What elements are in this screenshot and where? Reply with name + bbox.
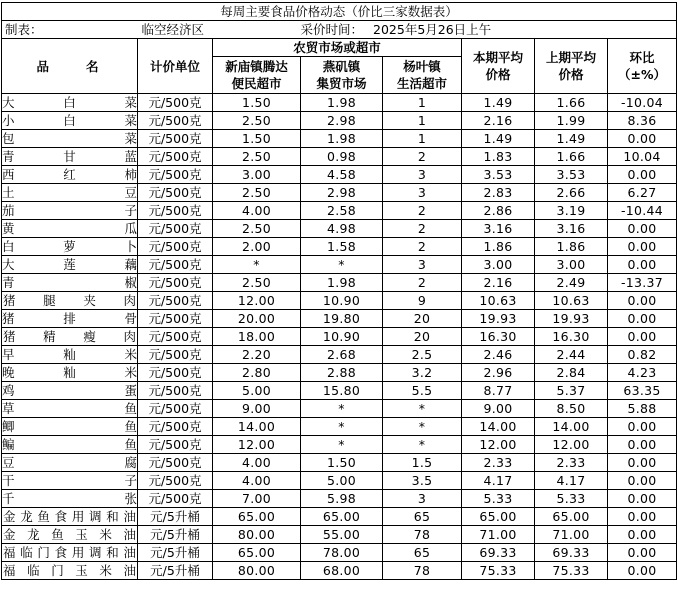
price-yangye: 2 <box>383 220 462 238</box>
price-xinmiao: 4.00 <box>213 202 301 220</box>
current-average: 14.00 <box>462 418 535 436</box>
price-unit: 元/500克 <box>138 166 213 184</box>
price-yanji: 2.98 <box>301 112 383 130</box>
maker-value: 临空经济区 <box>138 21 301 39</box>
price-yanji: 1.98 <box>301 130 383 148</box>
product-name: 黄瓜 <box>2 221 137 236</box>
price-xinmiao: 65.00 <box>213 544 301 562</box>
product-name: 青甘蓝 <box>2 149 137 164</box>
table-row <box>2 184 677 202</box>
product-name: 包菜 <box>2 131 137 146</box>
price-yanji: 5.00 <box>301 472 383 490</box>
price-yanji: 1.98 <box>301 94 383 112</box>
price-yanji: 4.58 <box>301 166 383 184</box>
previous-average: 10.63 <box>535 292 608 310</box>
collection-time-value: 2025年5月26日上午 <box>373 22 492 37</box>
product-name: 白萝卜 <box>2 239 137 254</box>
table-row <box>2 148 677 166</box>
current-average: 1.83 <box>462 148 535 166</box>
price-yangye: 2 <box>383 148 462 166</box>
product-name: 大莲藕 <box>2 257 137 272</box>
table-row <box>2 436 677 454</box>
product-name: 鲫鱼 <box>2 419 137 434</box>
product-name: 干子 <box>2 473 137 488</box>
product-name: 茄子 <box>2 203 137 218</box>
price-unit: 元/500克 <box>138 112 213 130</box>
table-row <box>2 400 677 418</box>
price-yangye: * <box>383 400 462 418</box>
change-ratio: 0.00 <box>608 490 677 508</box>
change-ratio: -10.04 <box>608 94 677 112</box>
price-unit: 元/500克 <box>138 400 213 418</box>
price-yangye: 2 <box>383 202 462 220</box>
header-current-avg: 本期平均 价格 <box>462 39 535 94</box>
price-unit: 元/500克 <box>138 472 213 490</box>
table-row <box>2 202 677 220</box>
product-name: 金龙鱼食用调和油 <box>3 509 136 524</box>
price-unit: 元/500克 <box>138 292 213 310</box>
previous-average: 3.53 <box>535 166 608 184</box>
price-xinmiao: 14.00 <box>213 418 301 436</box>
price-yanji: 2.68 <box>301 346 383 364</box>
price-yanji: 15.80 <box>301 382 383 400</box>
price-unit: 元/500克 <box>138 382 213 400</box>
previous-average: 3.00 <box>535 256 608 274</box>
price-yangye: 3 <box>383 184 462 202</box>
product-name: 大白菜 <box>2 95 137 110</box>
current-average: 3.53 <box>462 166 535 184</box>
table-row <box>2 292 677 310</box>
table-row <box>2 256 677 274</box>
previous-average: 2.44 <box>535 346 608 364</box>
price-xinmiao: 4.00 <box>213 472 301 490</box>
price-yanji: 55.00 <box>301 526 383 544</box>
price-yanji: * <box>301 418 383 436</box>
change-ratio: 0.00 <box>608 508 677 526</box>
change-ratio: 0.00 <box>608 166 677 184</box>
change-ratio: 4.23 <box>608 364 677 382</box>
price-unit: 元/500克 <box>138 148 213 166</box>
change-ratio: 0.00 <box>608 238 677 256</box>
change-ratio: 0.00 <box>608 418 677 436</box>
current-average: 10.63 <box>462 292 535 310</box>
change-ratio: 5.88 <box>608 400 677 418</box>
previous-average: 1.66 <box>535 94 608 112</box>
current-average: 16.30 <box>462 328 535 346</box>
previous-average: 14.00 <box>535 418 608 436</box>
price-unit: 元/500克 <box>138 346 213 364</box>
current-average: 2.16 <box>462 274 535 292</box>
change-ratio: 0.82 <box>608 346 677 364</box>
current-average: 5.33 <box>462 490 535 508</box>
product-name: 鳊鱼 <box>2 437 137 452</box>
price-unit: 元/5升桶 <box>138 508 213 526</box>
previous-average: 65.00 <box>535 508 608 526</box>
price-yanji: 2.58 <box>301 202 383 220</box>
change-ratio: 0.00 <box>608 310 677 328</box>
change-ratio: -13.37 <box>608 274 677 292</box>
previous-average: 4.17 <box>535 472 608 490</box>
previous-average: 5.33 <box>535 490 608 508</box>
table-row <box>2 418 677 436</box>
price-yangye: 1 <box>383 94 462 112</box>
price-xinmiao: 4.00 <box>213 454 301 472</box>
product-name: 猪腿夹肉 <box>3 293 136 308</box>
header-store-yangye: 杨叶镇 生活超市 <box>383 57 462 94</box>
price-unit: 元/500克 <box>138 310 213 328</box>
price-yanji: 2.98 <box>301 184 383 202</box>
change-ratio: 8.36 <box>608 112 677 130</box>
price-yangye: 65 <box>383 508 462 526</box>
price-xinmiao: 2.20 <box>213 346 301 364</box>
price-xinmiao: 2.50 <box>213 184 301 202</box>
price-yanji: 0.98 <box>301 148 383 166</box>
product-name: 鸡蛋 <box>2 383 137 398</box>
price-unit: 元/500克 <box>138 274 213 292</box>
table-row <box>2 166 677 184</box>
price-yangye: 65 <box>383 544 462 562</box>
price-unit: 元/500克 <box>138 220 213 238</box>
change-ratio: 0.00 <box>608 220 677 238</box>
price-yanji: 65.00 <box>301 508 383 526</box>
previous-average: 2.84 <box>535 364 608 382</box>
previous-average: 16.30 <box>535 328 608 346</box>
change-ratio: 0.00 <box>608 562 677 580</box>
price-xinmiao: 12.00 <box>213 292 301 310</box>
product-name: 小白菜 <box>2 113 137 128</box>
header-store-yanji: 燕矶镇 集贸市场 <box>301 57 383 94</box>
current-average: 69.33 <box>462 544 535 562</box>
price-yangye: 9 <box>383 292 462 310</box>
table-row <box>2 472 677 490</box>
table-row <box>2 508 677 526</box>
price-unit: 元/500克 <box>138 436 213 454</box>
previous-average: 12.00 <box>535 436 608 454</box>
current-average: 3.16 <box>462 220 535 238</box>
price-unit: 元/5升桶 <box>138 562 213 580</box>
previous-average: 1.49 <box>535 130 608 148</box>
price-yanji: 1.50 <box>301 454 383 472</box>
price-xinmiao: 80.00 <box>213 526 301 544</box>
collection-time-label: 采价时间： <box>300 22 364 37</box>
price-xinmiao: 2.50 <box>213 274 301 292</box>
previous-average: 1.66 <box>535 148 608 166</box>
current-average: 75.33 <box>462 562 535 580</box>
header-previous-avg: 上期平均 价格 <box>535 39 608 94</box>
current-average: 71.00 <box>462 526 535 544</box>
current-average: 1.86 <box>462 238 535 256</box>
price-xinmiao: * <box>213 256 301 274</box>
change-ratio: 63.35 <box>608 382 677 400</box>
price-xinmiao: 3.00 <box>213 166 301 184</box>
price-unit: 元/5升桶 <box>138 544 213 562</box>
current-average: 4.17 <box>462 472 535 490</box>
price-yangye: 78 <box>383 562 462 580</box>
price-yangye: 3 <box>383 166 462 184</box>
table-row <box>2 364 677 382</box>
price-yanji: * <box>301 436 383 454</box>
header-store-xinmiao: 新庙镇腾达 便民超市 <box>213 57 301 94</box>
price-table <box>1 2 677 580</box>
previous-average: 2.49 <box>535 274 608 292</box>
table-row <box>2 382 677 400</box>
change-ratio: 0.00 <box>608 454 677 472</box>
change-ratio: 0.00 <box>608 256 677 274</box>
current-average: 2.46 <box>462 346 535 364</box>
price-yanji: * <box>301 256 383 274</box>
price-unit: 元/500克 <box>138 454 213 472</box>
price-yanji: 68.00 <box>301 562 383 580</box>
header-ratio: 环比 （±%） <box>608 39 677 94</box>
price-yanji: 10.90 <box>301 292 383 310</box>
current-average: 9.00 <box>462 400 535 418</box>
previous-average: 3.16 <box>535 220 608 238</box>
change-ratio: 10.04 <box>608 148 677 166</box>
current-average: 19.93 <box>462 310 535 328</box>
price-yangye: 1.5 <box>383 454 462 472</box>
current-average: 8.77 <box>462 382 535 400</box>
header-unit: 计价单位 <box>138 39 213 94</box>
change-ratio: 0.00 <box>608 472 677 490</box>
price-xinmiao: 1.50 <box>213 94 301 112</box>
table-row <box>2 130 677 148</box>
product-name: 草鱼 <box>2 401 137 416</box>
table-row <box>2 490 677 508</box>
price-yanji: 78.00 <box>301 544 383 562</box>
current-average: 12.00 <box>462 436 535 454</box>
change-ratio: 0.00 <box>608 292 677 310</box>
table-row <box>2 526 677 544</box>
change-ratio: 0.00 <box>608 436 677 454</box>
header-product: 品 名 <box>2 39 138 94</box>
price-xinmiao: 2.00 <box>213 238 301 256</box>
current-average: 1.49 <box>462 94 535 112</box>
current-average: 2.33 <box>462 454 535 472</box>
price-yangye: 3.2 <box>383 364 462 382</box>
product-name: 土豆 <box>2 185 137 200</box>
price-xinmiao: 7.00 <box>213 490 301 508</box>
price-yanji: 2.88 <box>301 364 383 382</box>
previous-average: 3.19 <box>535 202 608 220</box>
price-yangye: 5.5 <box>383 382 462 400</box>
change-ratio: 0.00 <box>608 328 677 346</box>
price-xinmiao: 20.00 <box>213 310 301 328</box>
price-xinmiao: 80.00 <box>213 562 301 580</box>
change-ratio: 0.00 <box>608 526 677 544</box>
table-row <box>2 112 677 130</box>
price-yangye: 20 <box>383 310 462 328</box>
price-yangye: 2.5 <box>383 346 462 364</box>
product-name: 青椒 <box>2 275 137 290</box>
price-unit: 元/500克 <box>138 256 213 274</box>
price-yangye: 20 <box>383 328 462 346</box>
price-yanji: * <box>301 400 383 418</box>
current-average: 2.16 <box>462 112 535 130</box>
price-yangye: 2 <box>383 238 462 256</box>
product-name: 福临门玉米油 <box>3 563 136 578</box>
previous-average: 8.50 <box>535 400 608 418</box>
table-row <box>2 454 677 472</box>
table-row <box>2 562 677 580</box>
price-xinmiao: 12.00 <box>213 436 301 454</box>
price-yanji: 1.98 <box>301 274 383 292</box>
price-yangye: 2 <box>383 274 462 292</box>
table-row <box>2 310 677 328</box>
previous-average: 1.99 <box>535 112 608 130</box>
change-ratio: -10.44 <box>608 202 677 220</box>
price-xinmiao: 9.00 <box>213 400 301 418</box>
current-average: 3.00 <box>462 256 535 274</box>
product-name: 晚籼米 <box>2 365 137 380</box>
price-yanji: 10.90 <box>301 328 383 346</box>
change-ratio: 6.27 <box>608 184 677 202</box>
collection-time <box>301 21 677 39</box>
price-yangye: 3.5 <box>383 472 462 490</box>
table-row <box>2 94 677 112</box>
current-average: 2.86 <box>462 202 535 220</box>
price-yanji: 1.58 <box>301 238 383 256</box>
maker-label: 制表： <box>2 21 138 39</box>
table-row <box>2 238 677 256</box>
previous-average: 75.33 <box>535 562 608 580</box>
price-unit: 元/500克 <box>138 130 213 148</box>
previous-average: 69.33 <box>535 544 608 562</box>
price-xinmiao: 1.50 <box>213 130 301 148</box>
change-ratio: 0.00 <box>608 544 677 562</box>
price-yangye: 3 <box>383 256 462 274</box>
product-name: 猪排骨 <box>2 311 137 326</box>
table-row <box>2 274 677 292</box>
product-name: 千张 <box>2 491 137 506</box>
price-yangye: 3 <box>383 490 462 508</box>
price-yangye: * <box>383 418 462 436</box>
table-row <box>2 544 677 562</box>
current-average: 2.83 <box>462 184 535 202</box>
product-name: 猪精瘦肉 <box>3 329 136 344</box>
product-name: 金龙鱼玉米油 <box>3 527 136 542</box>
previous-average: 1.86 <box>535 238 608 256</box>
current-average: 1.49 <box>462 130 535 148</box>
info-row <box>2 21 677 39</box>
price-yangye: 1 <box>383 112 462 130</box>
previous-average: 19.93 <box>535 310 608 328</box>
previous-average: 71.00 <box>535 526 608 544</box>
price-xinmiao: 2.80 <box>213 364 301 382</box>
price-yanji: 5.98 <box>301 490 383 508</box>
price-unit: 元/500克 <box>138 184 213 202</box>
price-unit: 元/5升桶 <box>138 526 213 544</box>
price-xinmiao: 18.00 <box>213 328 301 346</box>
price-xinmiao: 5.00 <box>213 382 301 400</box>
price-yanji: 4.98 <box>301 220 383 238</box>
price-unit: 元/500克 <box>138 328 213 346</box>
previous-average: 2.66 <box>535 184 608 202</box>
price-xinmiao: 2.50 <box>213 112 301 130</box>
price-xinmiao: 2.50 <box>213 148 301 166</box>
table-row <box>2 328 677 346</box>
previous-average: 5.37 <box>535 382 608 400</box>
header-row-1 <box>2 39 677 57</box>
price-unit: 元/500克 <box>138 418 213 436</box>
product-name: 早籼米 <box>2 347 137 362</box>
price-unit: 元/500克 <box>138 364 213 382</box>
price-yangye: * <box>383 436 462 454</box>
price-yanji: 19.80 <box>301 310 383 328</box>
price-xinmiao: 65.00 <box>213 508 301 526</box>
table-row <box>2 346 677 364</box>
product-name: 豆腐 <box>2 455 137 470</box>
current-average: 65.00 <box>462 508 535 526</box>
table-row <box>2 220 677 238</box>
previous-average: 2.33 <box>535 454 608 472</box>
price-unit: 元/500克 <box>138 490 213 508</box>
price-unit: 元/500克 <box>138 238 213 256</box>
change-ratio: 0.00 <box>608 130 677 148</box>
current-average: 2.96 <box>462 364 535 382</box>
table-title: 每周主要食品价格动态（价比三家数据表） <box>2 3 677 21</box>
price-yangye: 1 <box>383 130 462 148</box>
price-xinmiao: 2.50 <box>213 220 301 238</box>
title-row <box>2 3 677 21</box>
product-name: 西红柿 <box>2 167 137 182</box>
header-market-group: 农贸市场或超市 <box>213 39 462 57</box>
price-unit: 元/500克 <box>138 94 213 112</box>
price-unit: 元/500克 <box>138 202 213 220</box>
product-name: 福临门食用调和油 <box>3 545 136 560</box>
price-yangye: 78 <box>383 526 462 544</box>
